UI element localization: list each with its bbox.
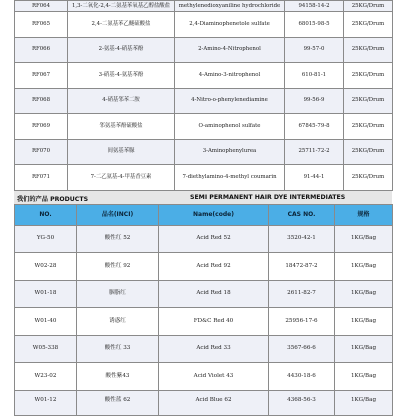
cell-no: RF066 xyxy=(15,37,68,63)
cell-chinese-name: 酸性红 52 xyxy=(77,225,159,253)
cell-english-name: 4-Amino-3-nitrophenol xyxy=(175,63,285,89)
cell-no: W01-40 xyxy=(15,308,77,336)
cell-english-name: Acid Blue 62 xyxy=(159,390,269,415)
cell-no: RF067 xyxy=(15,63,68,89)
cell-no: W01-12 xyxy=(15,390,77,415)
cell-chinese-name: 3-硝基-4-氨基苯酚 xyxy=(68,63,175,89)
cell-no: W23-02 xyxy=(15,363,77,391)
col-header-cas: CAS NO. xyxy=(269,204,335,225)
table-row xyxy=(15,308,393,336)
cell-chinese-name: 7-二乙氨基-4-甲基香豆素 xyxy=(68,165,175,191)
cell-packing: 25KG/Drum xyxy=(344,165,393,191)
cell-no: W05-338 xyxy=(15,335,77,363)
col-header-name-code: Name(code) xyxy=(159,204,269,225)
cell-packing: 25KG/Drum xyxy=(344,139,393,165)
cell-cas-no: 3520-42-1 xyxy=(269,225,335,253)
cell-english-name: Acid Red 18 xyxy=(159,280,269,308)
cell-chinese-name: 间氨基苯脲 xyxy=(68,139,175,165)
cell-chinese-name: 2,4-二氨基苯乙醚硫酸盐 xyxy=(68,12,175,38)
table-row xyxy=(15,139,393,165)
table-header-row xyxy=(15,204,393,225)
cell-english-name: FD&C Red 40 xyxy=(159,308,269,336)
cell-cas-no: 3567-66-6 xyxy=(269,335,335,363)
cell-no: W02-28 xyxy=(15,253,77,281)
cell-packing: 25KG/Drum xyxy=(344,114,393,140)
cell-no: RF064 xyxy=(15,1,68,12)
cell-packing: 1KG/Bag xyxy=(335,390,393,415)
cell-chinese-name: 酸性红 33 xyxy=(77,335,159,363)
cell-no: RF065 xyxy=(15,12,68,38)
cell-english-name: Acid Red 52 xyxy=(159,225,269,253)
cell-cas-no: 18472-87-2 xyxy=(269,253,335,281)
table-row xyxy=(15,37,393,63)
cell-packing: 1KG/Bag xyxy=(335,363,393,391)
cell-english-name: 4-Nitro-o-phenylenediamine xyxy=(175,88,285,114)
cell-chinese-name: 1,3-二氧化-2,4-二氨基苯氧基乙醇盐酸盐 xyxy=(68,1,175,12)
table-row xyxy=(15,280,393,308)
cell-no: YG-50 xyxy=(15,225,77,253)
cell-cas-no: 25711-72-2 xyxy=(285,139,344,165)
cell-packing: 25KG/Drum xyxy=(344,88,393,114)
products-table xyxy=(14,204,393,416)
section-title-products: 我们的产品 PRODUCTS xyxy=(17,195,89,203)
cell-packing: 1KG/Bag xyxy=(335,335,393,363)
cell-packing: 25KG/Drum xyxy=(344,1,393,12)
cell-cas-no: 99-57-0 xyxy=(285,37,344,63)
cell-packing: 1KG/Bag xyxy=(335,225,393,253)
cell-no: RF070 xyxy=(15,139,68,165)
table-row xyxy=(15,253,393,281)
col-header-inci: 品名(INCI) xyxy=(77,204,159,225)
cell-no: RF068 xyxy=(15,88,68,114)
table-row xyxy=(15,335,393,363)
cell-chinese-name: 酸性蓝 62 xyxy=(77,390,159,415)
cell-packing: 1KG/Bag xyxy=(335,280,393,308)
cell-english-name: 2,4-Diaminophenetole sulfate xyxy=(175,12,285,38)
cell-cas-no: 2611-82-7 xyxy=(269,280,335,308)
table-row xyxy=(15,88,393,114)
table-row xyxy=(15,225,393,253)
table-row xyxy=(15,1,393,12)
cell-cas-no: 67845-79-8 xyxy=(285,114,344,140)
cell-english-name: Acid Violet 43 xyxy=(159,363,269,391)
cell-cas-no: 25956-17-6 xyxy=(269,308,335,336)
cell-no: W01-18 xyxy=(15,280,77,308)
cell-packing: 1KG/Bag xyxy=(335,253,393,281)
cell-english-name: O-aminophenol sulfate xyxy=(175,114,285,140)
table-row xyxy=(15,390,393,415)
cell-chinese-name: 酸性红 92 xyxy=(77,253,159,281)
document-page xyxy=(14,0,392,416)
cell-cas-no: 610-81-1 xyxy=(285,63,344,89)
section-header-bar xyxy=(14,191,392,204)
cell-cas-no: 4368-56-3 xyxy=(269,390,335,415)
cell-english-name: 7-diethylamino-4-methyl coumarin xyxy=(175,165,285,191)
cell-packing: 1KG/Bag xyxy=(335,308,393,336)
cell-english-name: methylenedioxyaniline hydrochloride xyxy=(175,1,285,12)
cell-english-name: Acid Red 33 xyxy=(159,335,269,363)
cell-chinese-name: 胭脂红 xyxy=(77,280,159,308)
table-row xyxy=(15,363,393,391)
cell-english-name: Acid Red 92 xyxy=(159,253,269,281)
cell-packing: 25KG/Drum xyxy=(344,12,393,38)
table-row xyxy=(15,12,393,38)
table-row xyxy=(15,114,393,140)
cell-cas-no: 94158-14-2 xyxy=(285,1,344,12)
cell-no: RF071 xyxy=(15,165,68,191)
cell-english-name: 3-Aminophenylurea xyxy=(175,139,285,165)
cell-chinese-name: 2-氨基-4-硝基苯酚 xyxy=(68,37,175,63)
table-row xyxy=(15,165,393,191)
cell-cas-no: 91-44-1 xyxy=(285,165,344,191)
col-header-spec: 规格 xyxy=(335,204,393,225)
cell-cas-no: 68015-98-5 xyxy=(285,12,344,38)
cell-chinese-name: 4-硝基邻苯二胺 xyxy=(68,88,175,114)
cell-chinese-name: 诱惑红 xyxy=(77,308,159,336)
intermediates-table xyxy=(14,0,393,191)
table-row xyxy=(15,63,393,89)
col-header-no: NO. xyxy=(15,204,77,225)
cell-cas-no: 4430-18-6 xyxy=(269,363,335,391)
cell-english-name: 2-Amino-4-Nitrophenol xyxy=(175,37,285,63)
cell-packing: 25KG/Drum xyxy=(344,63,393,89)
section-title-intermediates: SEMI PERMANENT HAIR DYE INTERMEDIATES xyxy=(190,193,346,201)
cell-chinese-name: 邻氨基苯酚硫酸盐 xyxy=(68,114,175,140)
cell-packing: 25KG/Drum xyxy=(344,37,393,63)
cell-cas-no: 99-56-9 xyxy=(285,88,344,114)
cell-no: RF069 xyxy=(15,114,68,140)
cell-chinese-name: 酸性紫43 xyxy=(77,363,159,391)
